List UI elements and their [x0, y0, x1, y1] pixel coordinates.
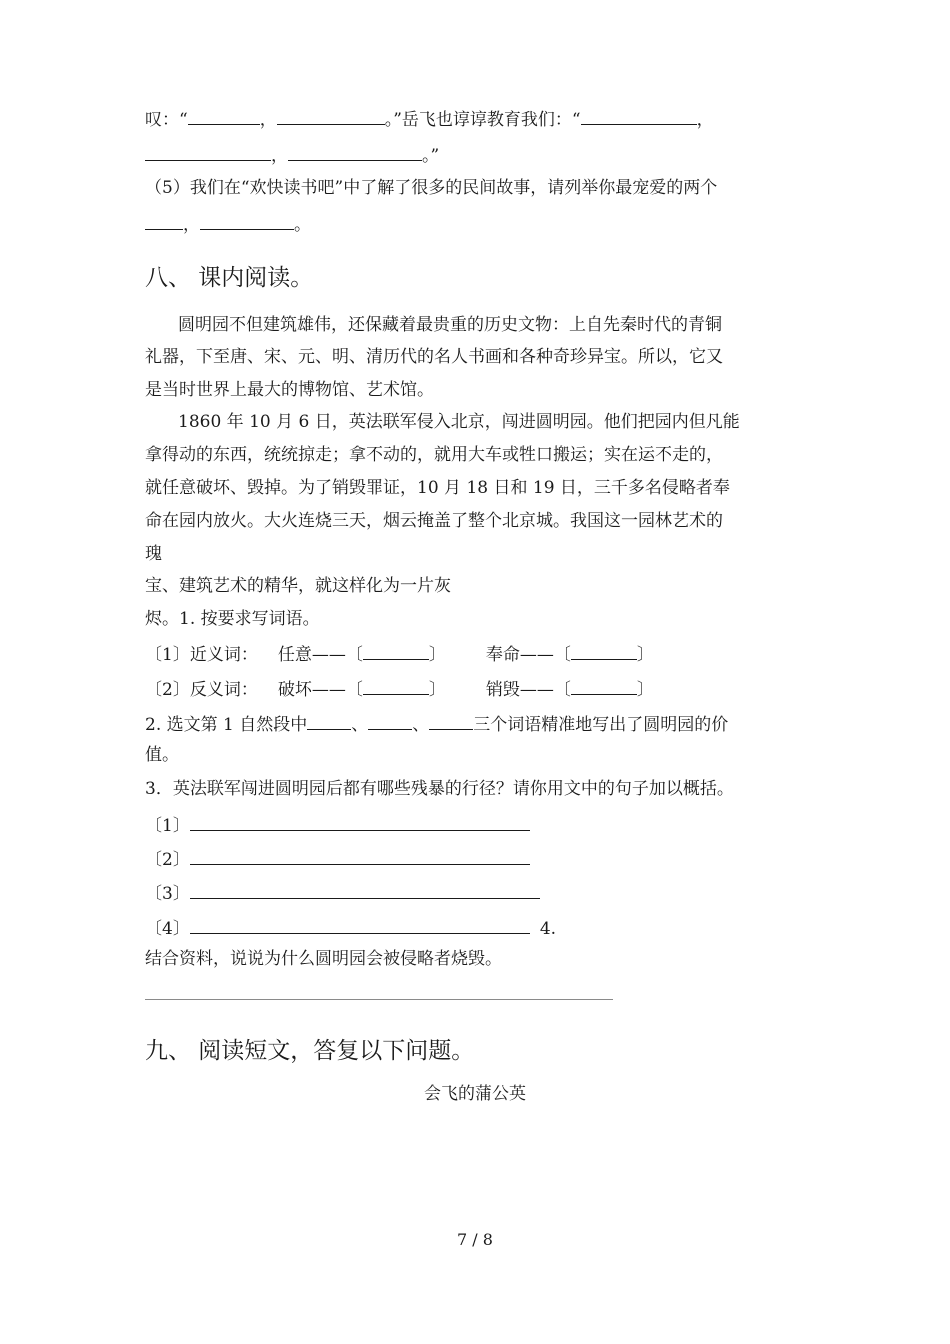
answer-blank[interactable]: [571, 641, 637, 660]
question-3: 3．英法联军闯进圆明园后都有哪些残暴的行径？请你用文中的句子加以概括。: [145, 779, 734, 799]
answer-line-1: [145, 812, 530, 838]
answer-blank[interactable]: [307, 711, 351, 730]
answer-blank[interactable]: [145, 142, 271, 161]
quote-text: 叹：“: [145, 110, 188, 130]
close-paren: 〕: [428, 680, 446, 700]
answer-line-3: [145, 880, 540, 906]
close-paren: 〕: [636, 645, 654, 665]
antonym-word-1: 破坏——〔: [277, 680, 363, 700]
antonym-label: 〔2〕反义词：: [145, 680, 258, 700]
question-4-number: 4.: [539, 919, 557, 939]
section-8-heading: 八、 课内阅读。: [145, 265, 314, 291]
comma: ，: [259, 110, 277, 130]
answer-blank[interactable]: [190, 880, 540, 899]
answer-blank[interactable]: [581, 106, 697, 125]
item-number: 〔2〕: [145, 850, 190, 870]
answer-line-2: [145, 846, 530, 872]
question-4: 结合资料，说说为什么圆明园会被侵略者烧毁。: [145, 949, 502, 969]
close-paren: 〕: [428, 645, 446, 665]
separator: 、: [351, 715, 369, 735]
story-title: 会飞的蒲公英: [424, 1084, 526, 1104]
answer-blank[interactable]: [277, 106, 385, 125]
antonym-word-2: 销毁——〔: [485, 680, 571, 700]
section-9-heading: 九、 阅读短文，答复以下问题。: [145, 1038, 475, 1064]
answer-blank[interactable]: [368, 711, 412, 730]
fill-line-2: [145, 142, 439, 168]
question-2-cont: 值。: [145, 745, 179, 765]
answer-blank[interactable]: [200, 211, 294, 230]
answer-blank[interactable]: [571, 676, 637, 695]
quote-end: 。”: [422, 146, 440, 166]
passage-line: 烬。1. 按要求写词语。: [145, 609, 320, 629]
synonym-word-2: 奉命——〔: [485, 645, 571, 665]
answer-rule[interactable]: [145, 999, 613, 1000]
passage-line: 命在园内放火。大火连烧三天，烟云掩盖了整个北京城。我国这一园林艺术的: [145, 511, 723, 531]
item-number: 〔3〕: [145, 884, 190, 904]
comma: ，: [183, 215, 200, 235]
passage-line: 就任意破坏、毁掉。为了销毁罪证，10 月 18 日和 19 日，三千多名侵略者奉: [145, 478, 730, 498]
passage-line: 是当时世界上最大的博物馆、艺术馆。: [145, 380, 434, 400]
passage-line: 礼器，下至唐、宋、元、明、清历代的名人书画和各种奇珍异宝。所以，它又: [145, 347, 723, 367]
comma: ，: [271, 146, 288, 166]
synonym-row: [145, 641, 654, 667]
answer-blank[interactable]: [190, 846, 530, 865]
close-paren: 〕: [636, 680, 654, 700]
answer-blank[interactable]: [190, 915, 530, 934]
question-5: （5）我们在“欢快读书吧”中了解了很多的民间故事，请列举你最宠爱的两个: [145, 178, 718, 198]
passage-line: 瑰: [145, 544, 162, 564]
answer-line-4: [145, 915, 556, 941]
answer-blank[interactable]: [363, 641, 429, 660]
answer-blank[interactable]: [190, 812, 530, 831]
item-number: 〔4〕: [145, 919, 190, 939]
passage-line: 圆明园不但建筑雄伟，还保藏着最贵重的历史文物：上自先秦时代的青铜: [178, 315, 722, 335]
answer-blank[interactable]: [363, 676, 429, 695]
answer-blank[interactable]: [188, 106, 260, 125]
passage-line: 拿得动的东西，统统掠走；拿不动的，就用大车或牲口搬运；实在运不走的，: [145, 445, 723, 465]
answer-blank[interactable]: [145, 211, 183, 230]
separator: 、: [412, 715, 430, 735]
antonym-row: [145, 676, 654, 702]
comma: ，: [696, 110, 714, 130]
item-number: 〔1〕: [145, 816, 190, 836]
answer-blank[interactable]: [288, 142, 422, 161]
question-2: [145, 711, 728, 737]
question-5-answers: [145, 211, 311, 237]
synonym-word-1: 任意——〔: [277, 645, 363, 665]
question-2-text: 2. 选文第 1 自然段中: [145, 715, 308, 735]
page-number: 7 / 8: [457, 1230, 493, 1249]
fill-line-1: [145, 106, 714, 132]
quote-text: 。”岳飞也谆谆教育我们：“: [384, 110, 581, 130]
answer-blank[interactable]: [429, 711, 473, 730]
period: 。: [294, 215, 311, 235]
question-2-text: 三个词语精准地写出了圆明园的价: [473, 715, 729, 735]
passage-line: 宝、建筑艺术的精华，就这样化为一片灰: [145, 576, 451, 596]
synonym-label: 〔1〕近义词：: [145, 645, 258, 665]
passage-line: 1860 年 10 月 6 日，英法联军侵入北京，闯进圆明园。他们把园内但凡能: [178, 412, 740, 432]
